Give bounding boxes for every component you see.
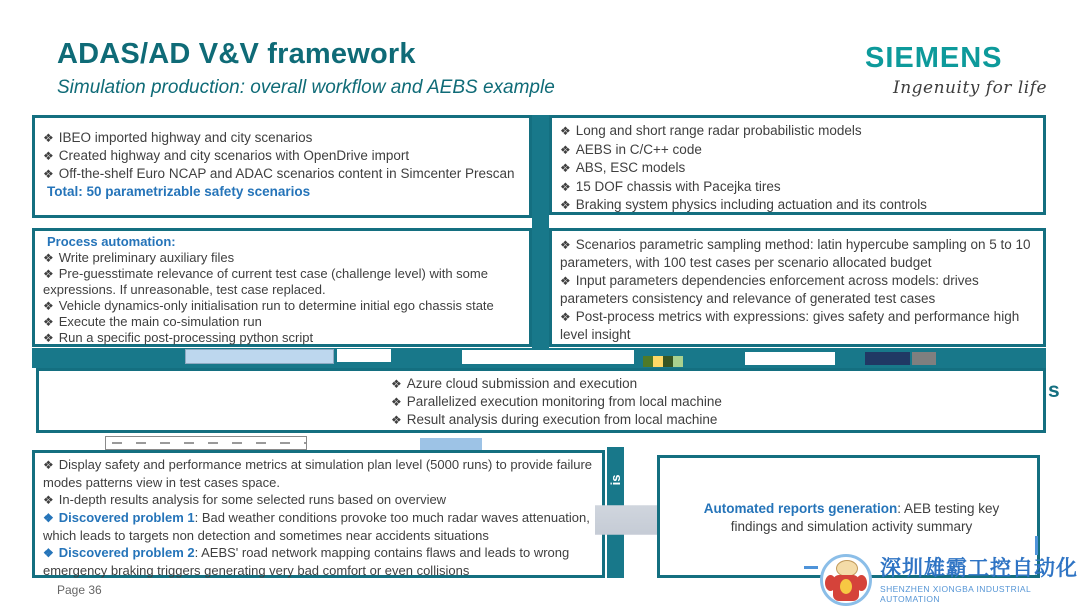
models-box: [549, 115, 1046, 215]
bullet-item: ❖ AEBS in C/C++ code: [560, 141, 702, 157]
bullet-icon: ❖: [43, 299, 54, 313]
bullet-item: ❖ Discovered problem 1: Bad weather conditions provoke too much radar waves attenuation, which leads to targets non detection and sometimes near accidents situations: [43, 510, 590, 543]
screenshot-fragment: [865, 352, 910, 365]
reports-label: Automated reports generation: [703, 501, 898, 516]
bullet-item: ❖ Post-process metrics with expressions: gives safety and performance high level insight: [560, 309, 1020, 342]
bullet-item: ❖ Input parameters dependencies enforcement across models: drives parameters consistency and relevance of generated test cases: [560, 273, 979, 306]
bullet-icon: ❖: [391, 413, 402, 427]
bullet-item: ❖ 15 DOF chassis with Pacejka tires: [560, 178, 781, 194]
bullet-item: ❖ Execute the main co-simulation run: [43, 314, 262, 329]
bullet-item: ❖ Long and short range radar probabilistic models: [560, 123, 862, 138]
bullet-icon: ❖: [560, 310, 571, 324]
screenshot-fragment: [912, 352, 936, 365]
vertical-connector-band: [532, 115, 549, 368]
bullet-icon: ❖: [391, 377, 402, 391]
page-number: Page 36: [57, 583, 102, 597]
watermark-english-text: SHENZHEN XIONGBA INDUSTRIAL AUTOMATION: [880, 584, 1031, 604]
bullet-item: ❖ Parallelized execution monitoring from local machine: [391, 394, 722, 409]
truncated-strip-text: is: [607, 474, 623, 486]
scenarios-total: Total: 50 parametrizable safety scenarios: [47, 184, 311, 199]
siemens-tagline: Ingenuity for life: [893, 78, 1048, 98]
screenshot-fragment: [105, 436, 307, 450]
bullet-icon: ❖: [43, 315, 54, 329]
page-title: ADAS/AD V&V framework: [57, 38, 416, 70]
siemens-logo: SIEMENS: [865, 42, 1003, 74]
screenshot-fragment: [337, 349, 391, 362]
bullet-icon: ❖: [43, 131, 54, 145]
results-analysis-box: [32, 450, 605, 578]
bullet-icon: ❖: [560, 142, 571, 157]
bullet-icon: ❖: [43, 493, 54, 507]
bullet-item: ❖ Pre-guesstimate relevance of current test case (challenge level) with some expressions. If unreasonable, test case replaced.: [43, 266, 488, 297]
scenarios-box: [32, 115, 532, 218]
watermark-chinese-text: 深圳雄霸工控自动化: [880, 557, 1078, 580]
truncated-letter: s: [1048, 379, 1060, 402]
page-subtitle: Simulation production: overall workflow and AEBS example: [57, 77, 555, 98]
bullet-item: ❖ IBEO imported highway and city scenarios: [43, 130, 313, 145]
bullet-item: ❖ Off-the-shelf Euro NCAP and ADAC scenarios content in Simcenter Prescan: [43, 166, 515, 181]
screenshot-fragment: [643, 356, 683, 367]
bullet-item: ❖ ABS, ESC models: [560, 160, 686, 175]
process-heading: Process automation:: [47, 234, 176, 249]
bullet-icon: ❖: [391, 395, 402, 409]
problem-label: Discovered problem 2: [58, 545, 195, 560]
bullet-item: ❖ Write preliminary auxiliary files: [43, 250, 235, 265]
bullet-item: ❖ Azure cloud submission and execution: [391, 376, 638, 391]
bullet-item: ❖ Created highway and city scenarios with OpenDrive import: [43, 148, 410, 163]
bullet-item: ❖ In-depth results analysis for some selected runs based on overview: [43, 492, 447, 507]
mascot-belly: [840, 579, 852, 594]
process-automation-box: [32, 228, 532, 347]
bullet-icon: ❖: [43, 331, 54, 345]
bullet-icon: ❖: [43, 511, 54, 525]
problem-label: Discovered problem 1: [58, 510, 195, 525]
bullet-icon: ❖: [43, 149, 54, 163]
bullet-item: ❖ Run a specific post-processing python script: [43, 330, 314, 345]
bullet-icon: ❖: [43, 251, 54, 265]
bullet-icon: ❖: [560, 274, 571, 288]
bullet-item: ❖ Display safety and performance metrics at simulation plan level (5000 runs) to provide failure modes patterns view in test cases space.: [43, 457, 593, 490]
bullet-icon: ❖: [560, 124, 571, 138]
bullet-icon: ❖: [43, 546, 54, 560]
bullet-icon: ❖: [43, 267, 54, 281]
sampling-box: [549, 228, 1046, 347]
bullet-icon: ❖: [43, 167, 54, 181]
reports-box: Automated reports generation: AEB testing key findings and simulation activity summary: [657, 455, 1040, 578]
bullet-item: ❖ Result analysis during execution from local machine: [391, 412, 718, 427]
watermark-logo: [820, 554, 872, 606]
screenshot-fragment: [462, 350, 634, 364]
bullet-item: ❖ Scenarios parametric sampling method: latin hypercube sampling on 5 to 10 parameters, with 100 test cases per scenario allocated budget: [560, 237, 1031, 270]
bullet-item: ❖ Discovered problem 2: AEBS' road network mapping contains flaws and leads to wrong emergency braking triggers generating very bad comfort or even collisions: [43, 545, 570, 578]
bullet-icon: ❖: [560, 179, 571, 194]
screenshot-fragment: [745, 352, 835, 365]
bullet-icon: ❖: [560, 161, 571, 175]
bullet-icon: ❖: [43, 458, 54, 472]
bullet-item: ❖ Vehicle dynamics-only initialisation run to determine initial ego chassis state: [43, 298, 494, 313]
bullet-icon: ❖: [560, 238, 571, 252]
bullet-icon: ❖: [560, 198, 571, 212]
watermark-line: [804, 566, 818, 569]
bullet-item: ❖ Braking system physics including actuation and its controls: [560, 197, 927, 212]
screenshot-fragment: [185, 349, 334, 364]
cloud-execution-box: [36, 368, 1046, 433]
